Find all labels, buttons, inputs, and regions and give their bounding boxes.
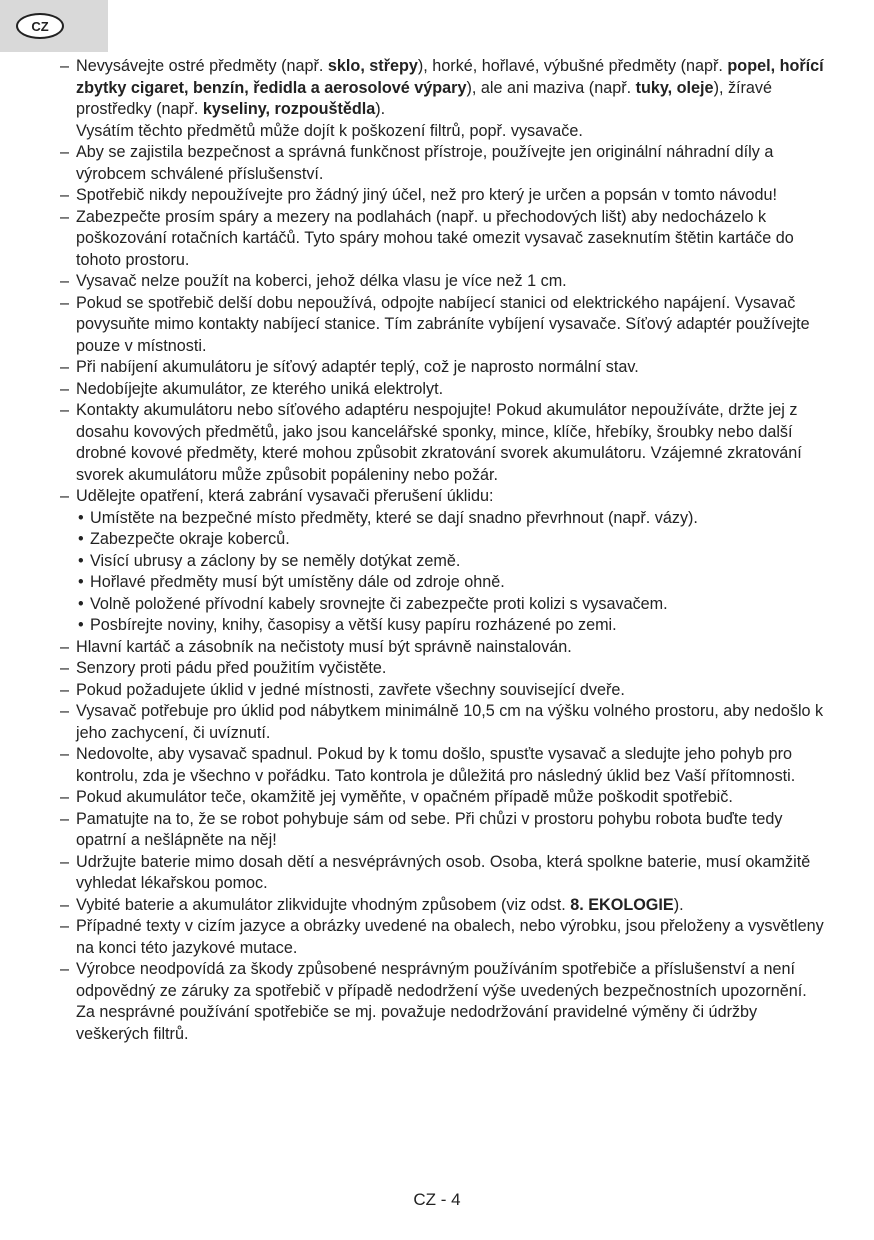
text-segment: ), ale ani maziva (např. <box>466 78 636 97</box>
bold-text-segment: 8. EKOLOGIE <box>570 895 674 914</box>
dash-marker: – <box>60 960 70 978</box>
header-corner-tab <box>0 0 108 52</box>
text-segment: Spotřebič nikdy nepoužívejte pro žádný jiný účel, než pro který je určen a popsán v tomto návodu! <box>76 186 777 204</box>
text-segment: Udržujte baterie mimo dosah dětí a nesvéprávných osob. Osoba, která spolkne baterie, musí okamžitě vyhledat lékařskou pomoc. <box>76 852 811 892</box>
instruction-item <box>60 916 830 959</box>
text-segment: Vysátím těchto předmětů může dojít k poškození filtrů, popř. vysavače. <box>76 121 583 140</box>
text-segment: ). <box>375 100 386 118</box>
text-segment: Pokud akumulátor teče, okamžitě jej vyměňte, v opačném případě může poškodit spotřebič. <box>76 788 733 806</box>
text-segment: Vybité baterie a akumulátor zlikvidujte vhodným způsobem (viz odst. <box>76 895 571 914</box>
text-segment: Aby se zajistila bezpečnost a správná funkčnost přístroje, používejte jen originální náhradní díly a výrobcem schválené příslušenství. <box>76 143 774 183</box>
text-segment: Udělejte opatření, která zabrání vysavači přerušení úklidu: <box>76 487 494 505</box>
text-segment: Pamatujte na to, že se robot pohybuje sám od sebe. Při chůzi v prostoru pohybu robota buďte tedy opatrní a nešlápněte na něj! <box>76 809 783 849</box>
dash-marker: – <box>60 207 70 226</box>
text-segment: ), horké, hořlavé, výbušné předměty (např. <box>417 57 728 75</box>
dash-marker: – <box>60 788 70 806</box>
dash-marker: – <box>60 659 70 677</box>
text-segment: Vysavač nelze použít na koberci, jehož délka vlasu je více než 1 cm. <box>76 272 567 290</box>
bullet-icon: • <box>78 616 84 634</box>
instruction-item <box>60 185 830 207</box>
instruction-item <box>60 809 830 852</box>
bullet-icon: • <box>78 551 84 570</box>
dash-marker: – <box>60 680 70 699</box>
instruction-item <box>60 400 830 486</box>
text-segment: Vysavač potřebuje pro úklid pod nábytkem minimálně 10,5 cm na výšku volného prostoru, aby nedošlo k jeho zachycení, či uvíznutí. <box>76 702 824 742</box>
bullet-icon: • <box>78 508 84 527</box>
sub-bullet-item <box>78 572 830 594</box>
sub-bullet-item <box>78 594 830 616</box>
dash-marker: – <box>60 852 70 871</box>
dash-marker: – <box>60 917 70 935</box>
sub-bullet-text: Visící ubrusy a záclony by se neměly dotýkat země. <box>90 551 461 570</box>
sub-bullet-item <box>78 551 830 573</box>
page-number: CZ - 4 <box>413 1190 461 1209</box>
instruction-item <box>60 271 830 293</box>
bullet-icon: • <box>78 573 84 591</box>
instruction-item <box>60 701 830 744</box>
dash-marker: – <box>60 57 70 75</box>
dash-marker: – <box>60 272 70 290</box>
text-segment: Pokud požadujete úklid v jedné místnosti, zavřete všechny související dveře. <box>76 680 625 699</box>
instruction-item <box>60 852 830 895</box>
bold-text-segment: sklo, střepy <box>327 57 418 75</box>
text-segment: ), žíravé prostředky (např. <box>76 78 773 118</box>
instruction-item <box>60 895 830 917</box>
bold-text-segment: popel, hořící zbytky cigaret, benzín, ředidla a aerosolové výpary <box>76 57 824 97</box>
instruction-item <box>60 959 830 1045</box>
dash-marker: – <box>60 186 70 204</box>
instruction-item <box>60 787 830 809</box>
instruction-item <box>60 207 830 272</box>
sub-bullet-text: Zabezpečte okraje koberců. <box>90 530 290 548</box>
dash-marker: – <box>60 637 70 656</box>
bullet-icon: • <box>78 530 84 548</box>
dash-marker: – <box>60 401 70 419</box>
sub-bullet-text: Posbírejte noviny, knihy, časopisy a větší kusy papíru rozházené po zemi. <box>90 616 617 634</box>
text-segment: Zabezpečte prosím spáry a mezery na podlahách (např. u přechodových lišt) aby nedocházelo k poškozování rotačních kartáčů. Tyto spáry mohou také omezit vysavač zaseknutím štětin kartáče do tohoto prostoru. <box>76 207 794 269</box>
instruction-item <box>60 637 830 659</box>
text-segment: Kontakty akumulátoru nebo síťového adaptéru nespojujte! Pokud akumulátor nepoužíváte, držte jej z dosahu kovových předmětů, jako jsou kancelářské sponky, mince, klíče, hřebíky, šroubky nebo další drobné kovové předměty, které mohou způsobit zkratování svorek akumulátoru. Vzájemné zkratování svorek akumulátoru může způsobit popáleniny nebo požár. <box>76 401 802 484</box>
text-segment: Nedobíjejte akumulátor, ze kterého uniká elektrolyt. <box>76 379 444 398</box>
dash-marker: – <box>60 379 70 398</box>
language-badge: CZ <box>16 13 64 39</box>
sub-bullet-text: Umístěte na bezpečné místo předměty, které se dají snadno převrhnout (např. vázy). <box>90 508 698 527</box>
sub-bullet-list <box>76 508 830 637</box>
dash-marker: – <box>60 293 70 312</box>
text-segment: Při nabíjení akumulátoru je síťový adaptér teplý, což je naprosto normální stav. <box>76 358 639 376</box>
sub-bullet-item <box>78 529 830 551</box>
dash-marker: – <box>60 809 70 828</box>
safety-instructions-list <box>60 56 830 1045</box>
bold-text-segment: kyseliny, rozpouštědla <box>202 100 376 118</box>
dash-marker: – <box>60 895 70 914</box>
instruction-item <box>60 142 830 185</box>
text-segment: Nevysávejte ostré předměty (např. <box>76 57 328 75</box>
dash-marker: – <box>60 143 70 161</box>
sub-bullet-text: Volně položené přívodní kabely srovnejte či zabezpečte proti kolizi s vysavačem. <box>90 594 668 613</box>
text-segment: Případné texty v cizím jazyce a obrázky uvedené na obalech, nebo výrobku, jsou přeloženy a vysvětleny na konci této jazykové mutace. <box>76 917 824 957</box>
instruction-item <box>60 379 830 401</box>
sub-bullet-item <box>78 615 830 637</box>
instruction-item <box>60 56 830 142</box>
instruction-item <box>60 658 830 680</box>
bold-text-segment: tuky, oleje <box>635 78 714 97</box>
text-segment: Pokud se spotřebič delší dobu nepoužívá, odpojte nabíjecí stanici od elektrického napájení. Vysavač povysuňte mimo kontakty nabíjecí stanice. Tím zabráníte vybíjení vysavače. Síťový adaptér používejte pouze v místnosti. <box>76 293 810 355</box>
text-segment: ). <box>673 895 684 914</box>
instruction-item <box>60 293 830 358</box>
text-segment: Výrobce neodpovídá za škody způsobené nesprávným používáním spotřebiče a příslušenství a není odpovědný ze záruky za spotřebič v případě nedodržení výše uvedených bezpečnostních upozornění. Za nesprávné používání spotřebiče se mj. považuje nedodržování pravidelné výměny či údržby veškerých filtrů. <box>76 960 807 1043</box>
text-segment: Senzory proti pádu před použitím vyčistěte. <box>76 659 387 677</box>
instruction-item <box>60 744 830 787</box>
dash-marker: – <box>60 702 70 720</box>
dash-marker: – <box>60 487 70 505</box>
text-segment: Nedovolte, aby vysavač spadnul. Pokud by k tomu došlo, spusťte vysavač a sledujte jeho pohyb pro kontrolu, zda je všechno v pořádku. Tato kontrola je důležitá pro následný úklid bez Vaší přítomnosti. <box>76 745 796 785</box>
dash-marker: – <box>60 745 70 763</box>
instruction-item <box>60 357 830 379</box>
instruction-item <box>60 486 830 637</box>
instruction-item <box>60 680 830 702</box>
bullet-icon: • <box>78 594 84 613</box>
dash-marker: – <box>60 358 70 376</box>
sub-bullet-text: Hořlavé předměty musí být umístěny dále od zdroje ohně. <box>90 573 505 591</box>
text-segment: Hlavní kartáč a zásobník na nečistoty musí být správně nainstalován. <box>76 637 572 656</box>
sub-bullet-item <box>78 508 830 530</box>
